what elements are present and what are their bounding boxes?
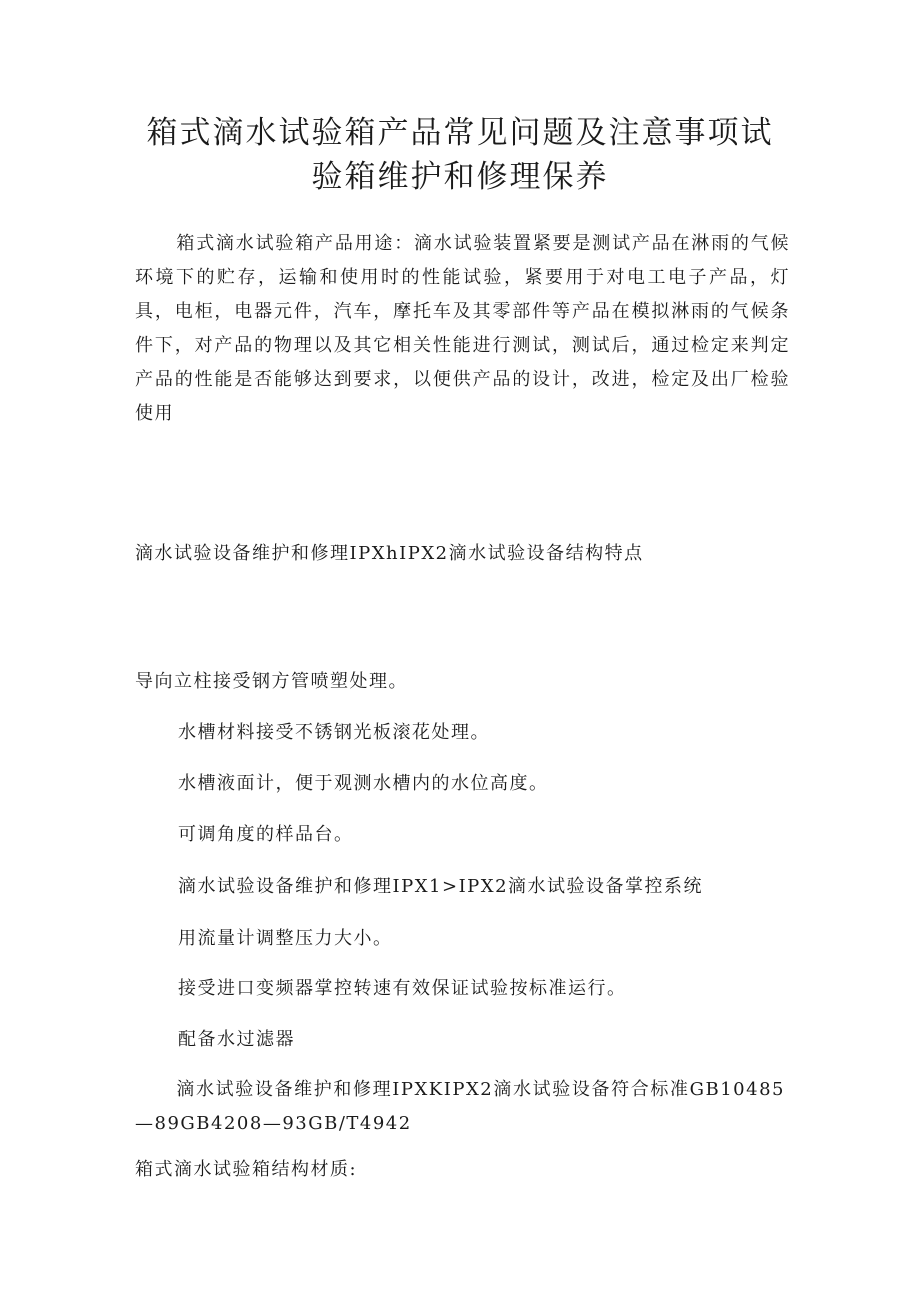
standards-paragraph: 滴水试验设备维护和修理IPXKIPX2滴水试验设备符合标准GB10485—89GB4208—93GB/T4942 — [135, 1079, 785, 1134]
structure-heading: 滴水试验设备维护和修理IPXhIPX2滴水试验设备结构特点 — [135, 543, 644, 564]
item-level-gauge: 水槽液面计，便于观测水槽内的水位高度。 — [178, 773, 549, 794]
document-title-line-2: 验箱维护和修理保养 — [311, 159, 609, 195]
control-heading: 滴水试验设备维护和修理IPX1>IPX2滴水试验设备掌控系统 — [178, 876, 704, 897]
intro-paragraph: 箱式滴水试验箱产品用途：滴水试验装置紧要是测试产品在淋雨的气候环境下的贮存，运输和使用时的性能试验，紧要用于对电工电子产品，灯具，电柜，电器元件，汽车，摩托车及其零部件等产品在模拟淋雨的气候条件下，对产品的物理以及其它相关性能进行测试，测试后，通过检定来判定产品的性能是否能够达到要求，以便供产品的设计，改进，检定及出厂检验使用 — [135, 233, 790, 424]
item-sample-table: 可调角度的样品台。 — [178, 824, 354, 845]
item-tank-material: 水槽材料接受不锈钢光板滚花处理。 — [178, 722, 490, 743]
material-heading: 箱式滴水试验箱结构材质: — [135, 1159, 358, 1180]
item-inverter: 接受进口变频器掌控转速有效保证试验按标准运行。 — [178, 978, 627, 999]
item-guide-column: 导向立柱接受钢方管喷塑处理。 — [135, 671, 408, 692]
item-filter: 配备水过滤器 — [178, 1029, 295, 1050]
document-title-line-1: 箱式滴水试验箱产品常见问题及注意事项试 — [146, 115, 774, 151]
item-flowmeter: 用流量计调整压力大小。 — [178, 928, 393, 949]
